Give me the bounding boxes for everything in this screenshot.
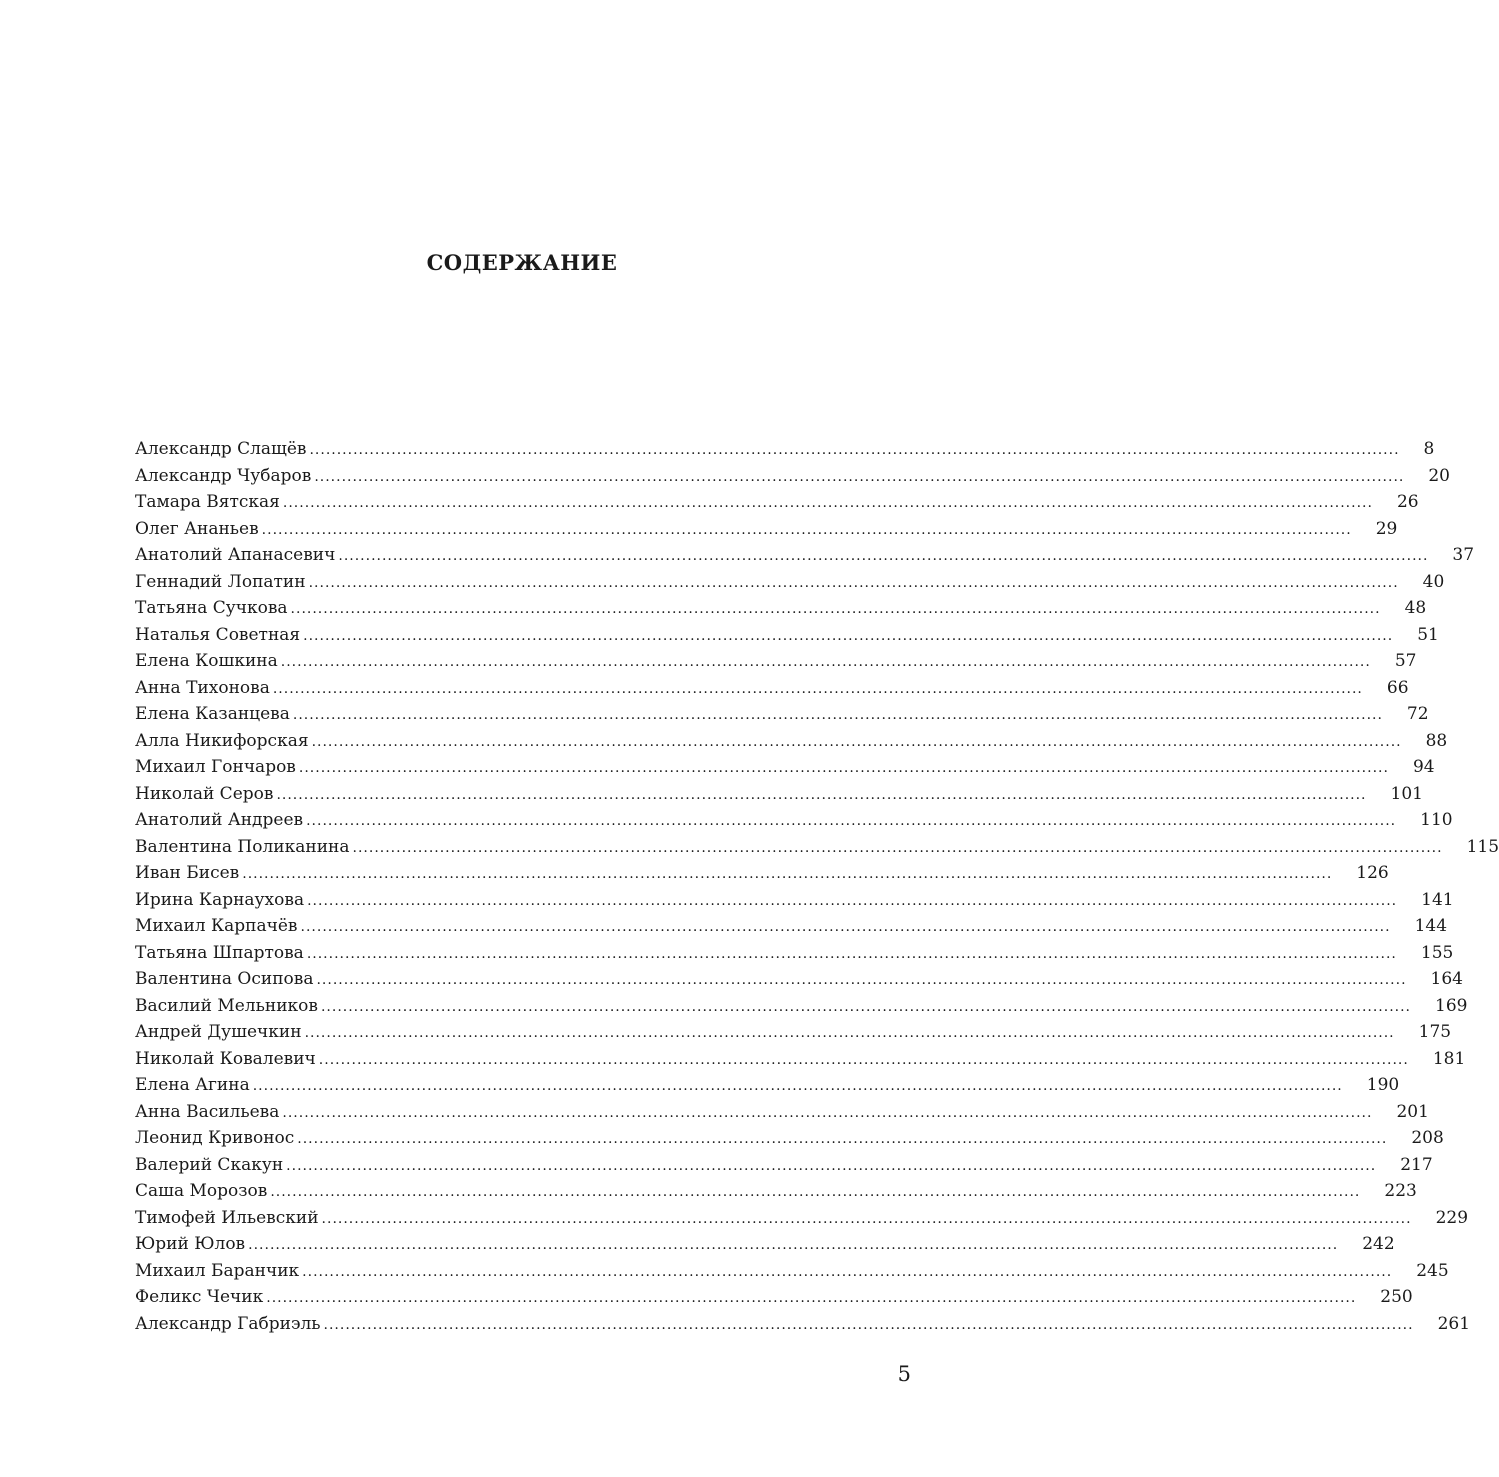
toc-entry[interactable] bbox=[135, 1178, 1417, 1205]
toc-entry[interactable] bbox=[135, 1258, 1449, 1285]
toc-entry[interactable] bbox=[135, 1019, 1452, 1046]
dot-leader: ........................................................................................................................................................................................................ bbox=[307, 892, 1398, 909]
toc-entry-page: 29 bbox=[1375, 518, 1398, 539]
toc-entry-name: Наталья Советная bbox=[135, 624, 301, 645]
toc-entry[interactable] bbox=[135, 1231, 1395, 1258]
toc-entry-page: 110 bbox=[1420, 810, 1453, 830]
toc-entry-page: 208 bbox=[1411, 1128, 1444, 1148]
toc-entry-page: 40 bbox=[1422, 571, 1445, 592]
toc-entry-page: 26 bbox=[1396, 492, 1419, 512]
toc-entry-page: 101 bbox=[1390, 783, 1423, 804]
toc-entry[interactable] bbox=[135, 516, 1398, 543]
toc-entry[interactable] bbox=[135, 754, 1435, 781]
toc-entry-page: 155 bbox=[1420, 942, 1454, 963]
dot-leader: ........................................................................................................................................................................................................ bbox=[318, 1051, 1409, 1068]
dot-leader: ........................................................................................................................................................................................................ bbox=[321, 1210, 1412, 1227]
toc-entry[interactable] bbox=[135, 1284, 1413, 1311]
toc-entry-name: Михаил Баранчик bbox=[135, 1260, 300, 1281]
toc-entry-name: Иван Бисев bbox=[135, 863, 240, 883]
dot-leader: ........................................................................................................................................................................................................ bbox=[300, 919, 1391, 935]
dot-leader: ........................................................................................................................................................................................................ bbox=[297, 1131, 1388, 1147]
toc-entry-page: 57 bbox=[1394, 651, 1417, 671]
toc-entry-page: 242 bbox=[1362, 1234, 1395, 1254]
toc-entry-name: Василий Мельников bbox=[135, 995, 318, 1016]
toc-entry-name: Андрей Душечкин bbox=[135, 1022, 302, 1042]
toc-entry[interactable] bbox=[135, 1046, 1466, 1073]
dot-leader: ........................................................................................................................................................................................................ bbox=[306, 813, 1397, 829]
toc-entry[interactable] bbox=[135, 781, 1423, 808]
dot-leader: ........................................................................................................................................................................................................ bbox=[280, 654, 1371, 670]
toc-entry-name: Анатолий Апанасевич bbox=[135, 545, 336, 565]
toc-entry[interactable] bbox=[135, 489, 1419, 516]
toc-entry-page: 250 bbox=[1380, 1287, 1413, 1307]
toc-entry-page: 144 bbox=[1414, 916, 1448, 936]
toc-entry-name: Александр Габриэль bbox=[135, 1313, 321, 1334]
toc-entry-page: 8 bbox=[1423, 439, 1435, 459]
toc-entry[interactable] bbox=[135, 701, 1429, 728]
dot-leader: ........................................................................................................................................................................................................ bbox=[298, 760, 1389, 776]
toc-entry-name: Анна Васильева bbox=[135, 1101, 280, 1122]
dot-leader: ........................................................................................................................................................................................................ bbox=[304, 1025, 1395, 1041]
toc-entry-page: 94 bbox=[1412, 757, 1435, 777]
toc-entry[interactable] bbox=[135, 860, 1389, 887]
toc-entry-name: Валентина Осипова bbox=[135, 969, 314, 989]
toc-entry-name: Анна Тихонова bbox=[135, 677, 270, 698]
toc-entry-name: Елена Агина bbox=[135, 1075, 250, 1095]
toc-entry[interactable] bbox=[135, 1205, 1469, 1232]
dot-leader: ........................................................................................................................................................................................................ bbox=[320, 998, 1412, 1015]
toc-entry-name: Юрий Юлов bbox=[135, 1234, 246, 1254]
toc-entry[interactable] bbox=[135, 595, 1427, 622]
toc-entry-name: Михаил Гончаров bbox=[135, 757, 296, 777]
toc-entry-name: Татьяна Сучкова bbox=[135, 598, 288, 618]
toc-entry-name: Тимофей Ильевский bbox=[135, 1207, 319, 1228]
toc-entry-page: 20 bbox=[1428, 465, 1450, 486]
toc-entry-name: Саша Морозов bbox=[135, 1181, 268, 1201]
dot-leader: ........................................................................................................................................................................................................ bbox=[292, 707, 1383, 723]
dot-leader: ........................................................................................................................................................................................................ bbox=[314, 468, 1405, 485]
dot-leader: ........................................................................................................................................................................................................ bbox=[338, 548, 1429, 564]
dot-leader: ........................................................................................................................................................................................................ bbox=[266, 1290, 1357, 1306]
toc-entry-name: Николай Серов bbox=[135, 783, 274, 804]
dot-leader: ........................................................................................................................................................................................................ bbox=[303, 627, 1394, 644]
toc-entry-page: 51 bbox=[1417, 624, 1439, 645]
dot-leader: ........................................................................................................................................................................................................ bbox=[276, 786, 1367, 803]
toc-entry-name: Николай Ковалевич bbox=[135, 1048, 316, 1069]
dot-leader: ........................................................................................................................................................................................................ bbox=[306, 945, 1397, 962]
toc-entry[interactable] bbox=[135, 648, 1417, 675]
toc-entry-name: Валентина Поликанина bbox=[135, 836, 350, 857]
dot-leader: ........................................................................................................................................................................................................ bbox=[272, 680, 1363, 697]
dot-leader: ........................................................................................................................................................................................................ bbox=[270, 1184, 1361, 1200]
toc-entry-page: 72 bbox=[1406, 704, 1429, 724]
dot-leader: ........................................................................................................................................................................................................ bbox=[286, 1157, 1377, 1174]
toc-entry[interactable] bbox=[135, 887, 1454, 914]
dot-leader: ........................................................................................................................................................................................................ bbox=[323, 1316, 1414, 1333]
dot-leader: ........................................................................................................................................................................................................ bbox=[261, 521, 1352, 538]
toc-entry-name: Ирина Карнаухова bbox=[135, 889, 305, 910]
toc-entry-name: Михаил Карпачёв bbox=[135, 916, 298, 936]
toc-entry-name: Геннадий Лопатин bbox=[135, 571, 306, 592]
dot-leader: ........................................................................................................................................................................................................ bbox=[290, 601, 1381, 617]
toc-entry-name: Елена Кошкина bbox=[135, 651, 278, 671]
toc-entry-page: 141 bbox=[1421, 889, 1454, 910]
toc-entry-page: 201 bbox=[1396, 1101, 1429, 1122]
toc-entry-page: 115 bbox=[1466, 836, 1499, 857]
toc-entry-name: Валерий Скакун bbox=[135, 1154, 284, 1175]
toc-entry-name: Леонид Кривонос bbox=[135, 1128, 295, 1148]
toc-entry-page: 245 bbox=[1416, 1260, 1449, 1281]
toc-entry[interactable] bbox=[135, 436, 1435, 463]
dot-leader: ........................................................................................................................................................................................................ bbox=[248, 1237, 1339, 1253]
toc-entry-page: 190 bbox=[1366, 1075, 1400, 1095]
dot-leader: ........................................................................................................................................................................................................ bbox=[316, 972, 1407, 988]
toc-entry-name: Татьяна Шпартова bbox=[135, 942, 304, 963]
toc-entry-name: Олег Ананьев bbox=[135, 518, 259, 539]
toc-entry[interactable] bbox=[135, 993, 1468, 1020]
toc-entry-page: 229 bbox=[1435, 1207, 1469, 1228]
toc-entry-name: Александр Слащёв bbox=[135, 439, 307, 459]
toc-entry-page: 169 bbox=[1435, 995, 1468, 1016]
toc-entry-page: 126 bbox=[1356, 863, 1389, 883]
dot-leader: ........................................................................................................................................................................................................ bbox=[242, 866, 1333, 882]
toc-entry[interactable] bbox=[135, 728, 1448, 755]
toc-entry-page: 217 bbox=[1400, 1154, 1433, 1175]
dot-leader: ........................................................................................................................................................................................................ bbox=[311, 733, 1402, 750]
dot-leader: ........................................................................................................................................................................................................ bbox=[352, 839, 1443, 856]
page-number: 5 bbox=[897, 1362, 911, 1386]
toc-entry-name: Анатолий Андреев bbox=[135, 810, 304, 830]
toc-entry-page: 37 bbox=[1452, 545, 1475, 565]
toc-entry-page: 66 bbox=[1386, 677, 1409, 698]
toc-entry-name: Елена Казанцева bbox=[135, 704, 290, 724]
toc-entry-page: 223 bbox=[1384, 1181, 1417, 1201]
table-of-contents bbox=[135, 436, 1499, 1337]
toc-entry[interactable] bbox=[135, 675, 1409, 702]
toc-entry[interactable] bbox=[135, 569, 1445, 596]
toc-entry[interactable] bbox=[135, 542, 1475, 569]
toc-entry-page: 181 bbox=[1432, 1048, 1466, 1069]
toc-entry[interactable] bbox=[135, 1152, 1433, 1179]
toc-entry-name: Феликс Чечик bbox=[135, 1287, 264, 1307]
toc-entry[interactable] bbox=[135, 966, 1463, 993]
toc-entry-page: 88 bbox=[1425, 730, 1448, 751]
toc-entry-page: 164 bbox=[1430, 969, 1463, 989]
dot-leader: ........................................................................................................................................................................................................ bbox=[282, 1104, 1373, 1121]
dot-leader: ........................................................................................................................................................................................................ bbox=[308, 574, 1399, 591]
toc-entry[interactable] bbox=[135, 463, 1450, 490]
dot-leader: ........................................................................................................................................................................................................ bbox=[302, 1263, 1393, 1280]
toc-entry[interactable] bbox=[135, 1072, 1400, 1099]
toc-entry[interactable] bbox=[135, 940, 1454, 967]
toc-entry[interactable] bbox=[135, 1311, 1471, 1338]
toc-entry[interactable] bbox=[135, 807, 1453, 834]
toc-entry[interactable] bbox=[135, 622, 1439, 649]
toc-entry[interactable] bbox=[135, 913, 1448, 940]
toc-entry[interactable] bbox=[135, 1125, 1444, 1152]
dot-leader: ........................................................................................................................................................................................................ bbox=[252, 1078, 1343, 1094]
toc-entry[interactable] bbox=[135, 834, 1499, 861]
toc-entry-page: 48 bbox=[1404, 598, 1427, 618]
toc-entry[interactable] bbox=[135, 1099, 1429, 1126]
toc-entry-name: Тамара Вятская bbox=[135, 492, 280, 512]
toc-entry-name: Александр Чубаров bbox=[135, 465, 312, 486]
dot-leader: ........................................................................................................................................................................................................ bbox=[309, 442, 1400, 458]
dot-leader: ........................................................................................................................................................................................................ bbox=[282, 495, 1373, 511]
toc-entry-name: Алла Никифорская bbox=[135, 730, 309, 751]
page-title: СОДЕРЖАНИЕ bbox=[426, 250, 618, 275]
toc-entry-page: 175 bbox=[1418, 1022, 1452, 1042]
toc-entry-page: 261 bbox=[1437, 1313, 1471, 1334]
